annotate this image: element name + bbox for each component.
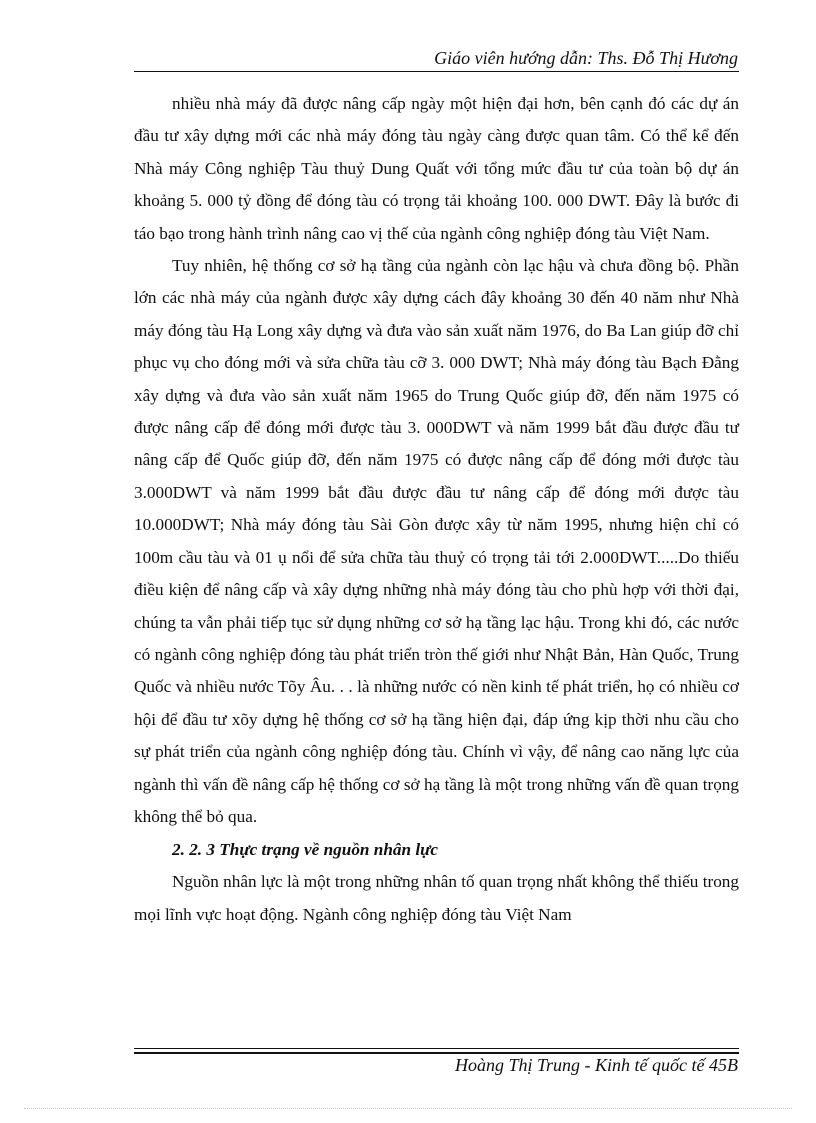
body-paragraph: Tuy nhiên, hệ thống cơ sở hạ tầng của ngành còn lạc hậu và chưa đồng bộ. Phần lớn các nhà máy của ngành được xây dựng cách đây khoảng 30 đến 40 năm như Nhà máy đóng tàu Hạ Long xây dựng và đưa vào sản xuất năm 1976, do Ba Lan giúp đỡ chỉ phục vụ cho đóng mới và sửa chữa tàu cỡ 3. 000 DWT; Nhà máy đóng tàu Bạch Đằng xây dựng và đưa vào sản xuất năm 1965 do Trung Quốc giúp đỡ, đến năm 1975 có được nâng cấp để đóng mới được tàu 3. 000DWT và năm 1999 bắt đầu được đầu tư nâng cấp để Quốc giúp đỡ, đến năm 1975 có được nâng cấp để đóng mới được tàu 3.000DWT và năm 1999 bắt đầu được đầu tư nâng cấp để đóng mới được tàu 10.000DWT; Nhà máy đóng tàu Sài Gòn được xây từ năm 1995, nhưng hiện chỉ có 100m cầu tàu và 01 ụ nổi để sửa chữa tàu thuỷ có trọng tải tới 2.000DWT.....Do thiếu điều kiện để nâng cấp và xây dựng những nhà máy đóng tàu cho phù hợp với thời đại, chúng ta vẫn phải tiếp tục sử dụng những cơ sở hạ tầng lạc hậu. Trong khi đó, các nước có ngành công nghiệp đóng tàu phát triển tròn thế giới như Nhật Bản, Hàn Quốc, Trung Quốc và nhiều nước Tõy Âu. . . là những nước có nền kinh tế phát triển, họ có nhiều cơ hội để đầu tư xõy dựng hệ thống cơ sở hạ tầng hiện đại, đáp ứng kịp thời nhu cầu cho sự phát triển của ngành công nghiệp đóng tàu. Chính vì vậy, để nâng cao năng lực của ngành thì vấn đề nâng cấp hệ thống cơ sở hạ tầng là một trong những vấn đề quan trọng không thể bỏ qua. [134,256,739,826]
page-header: Giáo viên hướng dẫn: Ths. Đỗ Thị Hương [434,48,738,68]
page-footer: Hoàng Thị Trung - Kinh tế quốc tế 45B [455,1055,738,1075]
page-edge [24,1108,792,1109]
page-body [134,88,739,931]
body-paragraph: Nguồn nhân lực là một trong những nhân tố quan trọng nhất không thể thiếu trong mọi lĩnh vực hoạt động. Ngành công nghiệp đóng tàu Việt Nam [134,872,739,924]
header-rule [134,71,739,72]
footer-rule [134,1048,739,1049]
footer-rule [134,1052,739,1054]
body-paragraph: nhiều nhà máy đã được nâng cấp ngày một hiện đại hơn, bên cạnh đó các dự án đầu tư xây dựng mới các nhà máy đóng tàu ngày càng được quan tâm. Có thể kể đến Nhà máy Công nghiệp Tàu thuỷ Dung Quất với tổng mức đầu tư của toàn bộ dự án khoảng 5. 000 tỷ đồng để đóng tàu có trọng tải khoảng 100. 000 DWT. Đây là bước đi táo bạo trong hành trình nâng cao vị thế của ngành công nghiệp đóng tàu Việt Nam. [134,94,739,243]
section-heading: 2. 2. 3 Thực trạng về nguồn nhân lực [172,840,439,860]
